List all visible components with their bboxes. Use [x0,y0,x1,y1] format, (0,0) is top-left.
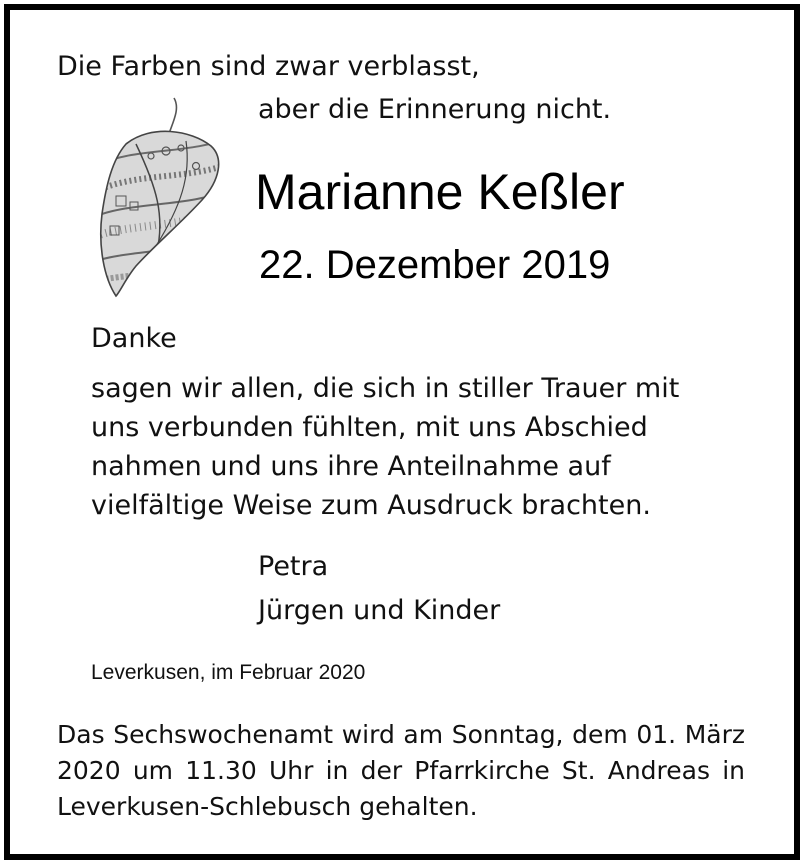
place-and-date: Leverkusen, im Februar 2020 [91,661,366,684]
thanks-heading: Danke [91,323,177,354]
notice-line-2-text: 2020 um 11.30 Uhr in der Pfarrkirche St. Andreas in [57,756,745,785]
date-of-death: 22. Dezember 2019 [259,243,611,287]
notice-line-3: Leverkusen-Schlebusch gehalten. [57,792,478,821]
thanks-line-2: uns verbunden fühlten, mit uns Abschied [91,412,648,443]
leaf-drawing-icon [96,96,236,298]
notice-line-2 [57,753,745,789]
thanks-line-4: vielfältige Weise zum Ausdruck brachten. [91,490,651,521]
motto-line-2: aber die Erinnerung nicht. [258,94,612,125]
signer-1: Petra [258,551,329,582]
deceased-name: Marianne Keßler [255,164,625,220]
thanks-line-3: nahmen und uns ihre Anteilnahme auf [91,451,611,482]
signer-2: Jürgen und Kinder [258,595,501,626]
notice-line-1 [57,717,745,753]
notice-line-1-text: Das Sechswochenamt wird am Sonntag, dem 01. März [57,720,745,749]
thanks-line-1: sagen wir allen, die sich in stiller Trauer mit [91,373,680,404]
motto-line-1: Die Farben sind zwar verblasst, [57,51,480,82]
